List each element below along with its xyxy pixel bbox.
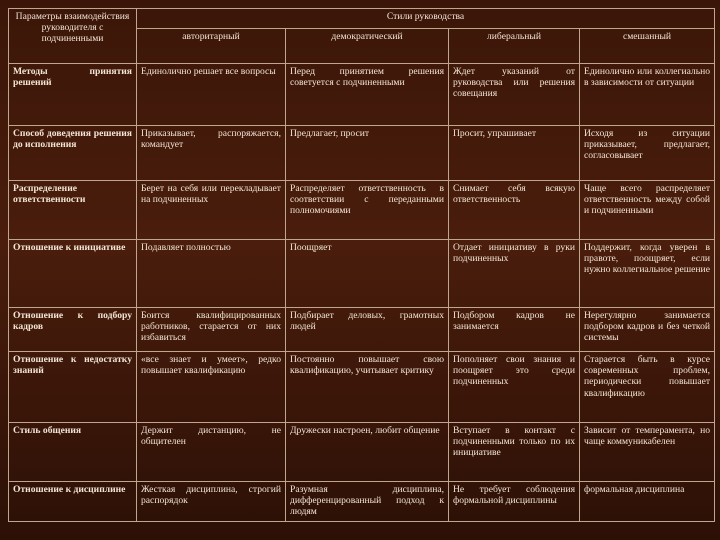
styles-header: Стили руководства [137,9,715,29]
table-cell: Берет на себя или перекладывает на подчиненных [137,181,286,240]
header-row [9,9,715,29]
table-cell: Постоянно повышает свою квалификацию, учитывает критику [286,352,449,423]
table-cell: Жесткая дисциплина, строгий распорядок [137,482,286,522]
table-row [9,64,715,126]
table-cell: Предлагает, просит [286,126,449,181]
table-cell: Не требует соблюдения формальной дисциплины [449,482,580,522]
table-cell: Пополняет свои знания и поощряет это среди подчиненных [449,352,580,423]
table-cell: Подбирает деловых, грамотных людей [286,308,449,352]
table-row [9,423,715,482]
table-cell: Перед принятием решения советуется с подчиненными [286,64,449,126]
table-cell: Поощряет [286,240,449,308]
table-cell: Подбором кадров не занимается [449,308,580,352]
table-cell: Вступает в контакт с подчиненными только по их инициативе [449,423,580,482]
table-cell: Исходя из ситуации приказывает, предлагает, согласовывает [580,126,715,181]
params-header: Параметры взаимодействия руководителя с подчиненными [9,9,137,64]
table-cell: Снимает себя всякую ответственность [449,181,580,240]
table-cell: Нерегулярно занимается подбором кадров и без четкой системы [580,308,715,352]
table-cell: Просит, упрашивает [449,126,580,181]
table-row [9,181,715,240]
table-cell: Единолично решает все вопросы [137,64,286,126]
leadership-styles-table [8,8,715,522]
table-cell: Приказывает, распоряжается, командует [137,126,286,181]
table-cell: Дружески настроен, любит общение [286,423,449,482]
table-row [9,352,715,423]
table-cell: Единолично или коллегиально в зависимости от ситуации [580,64,715,126]
table-cell: Старается быть в курсе современных проблем, периодически повышает квалификацию [580,352,715,423]
style-authoritarian: авторитарный [137,29,286,64]
table-cell: Боится квалифицированных работников, старается от них избавиться [137,308,286,352]
row-label: Отношение к дисциплине [9,482,137,522]
style-liberal: либеральный [449,29,580,64]
row-label: Распределение ответственности [9,181,137,240]
table-cell: Подавляет полностью [137,240,286,308]
table-cell: Поддержит, когда уверен в правоте, поощряет, если нужно коллегиальное решение [580,240,715,308]
row-label: Отношение к недостатку знаний [9,352,137,423]
table-cell: Ждет указаний от руководства или решения совещания [449,64,580,126]
row-label: Стиль общения [9,423,137,482]
table-cell: Распределяет ответственность в соответствии с переданными полномочиями [286,181,449,240]
table-row [9,126,715,181]
table-cell: Чаще всего распределяет ответственность между собой и подчиненными [580,181,715,240]
table-cell: «все знает и умеет», редко повышает квалификацию [137,352,286,423]
table-cell: Держит дистанцию, не общителен [137,423,286,482]
row-label: Отношение к подбору кадров [9,308,137,352]
row-label: Способ доведения решения до исполнения [9,126,137,181]
row-label: Методы принятия решений [9,64,137,126]
table-row [9,240,715,308]
table-cell: формальная дисциплина [580,482,715,522]
table-row [9,482,715,522]
row-label: Отношение к инициативе [9,240,137,308]
style-democratic: демократический [286,29,449,64]
table-cell: Зависит от темперамента, но чаще коммуникабелен [580,423,715,482]
table-row [9,308,715,352]
style-mixed: смешанный [580,29,715,64]
table-cell: Разумная дисциплина, дифференцированный подход к людям [286,482,449,522]
table-cell: Отдает инициативу в руки подчиненных [449,240,580,308]
